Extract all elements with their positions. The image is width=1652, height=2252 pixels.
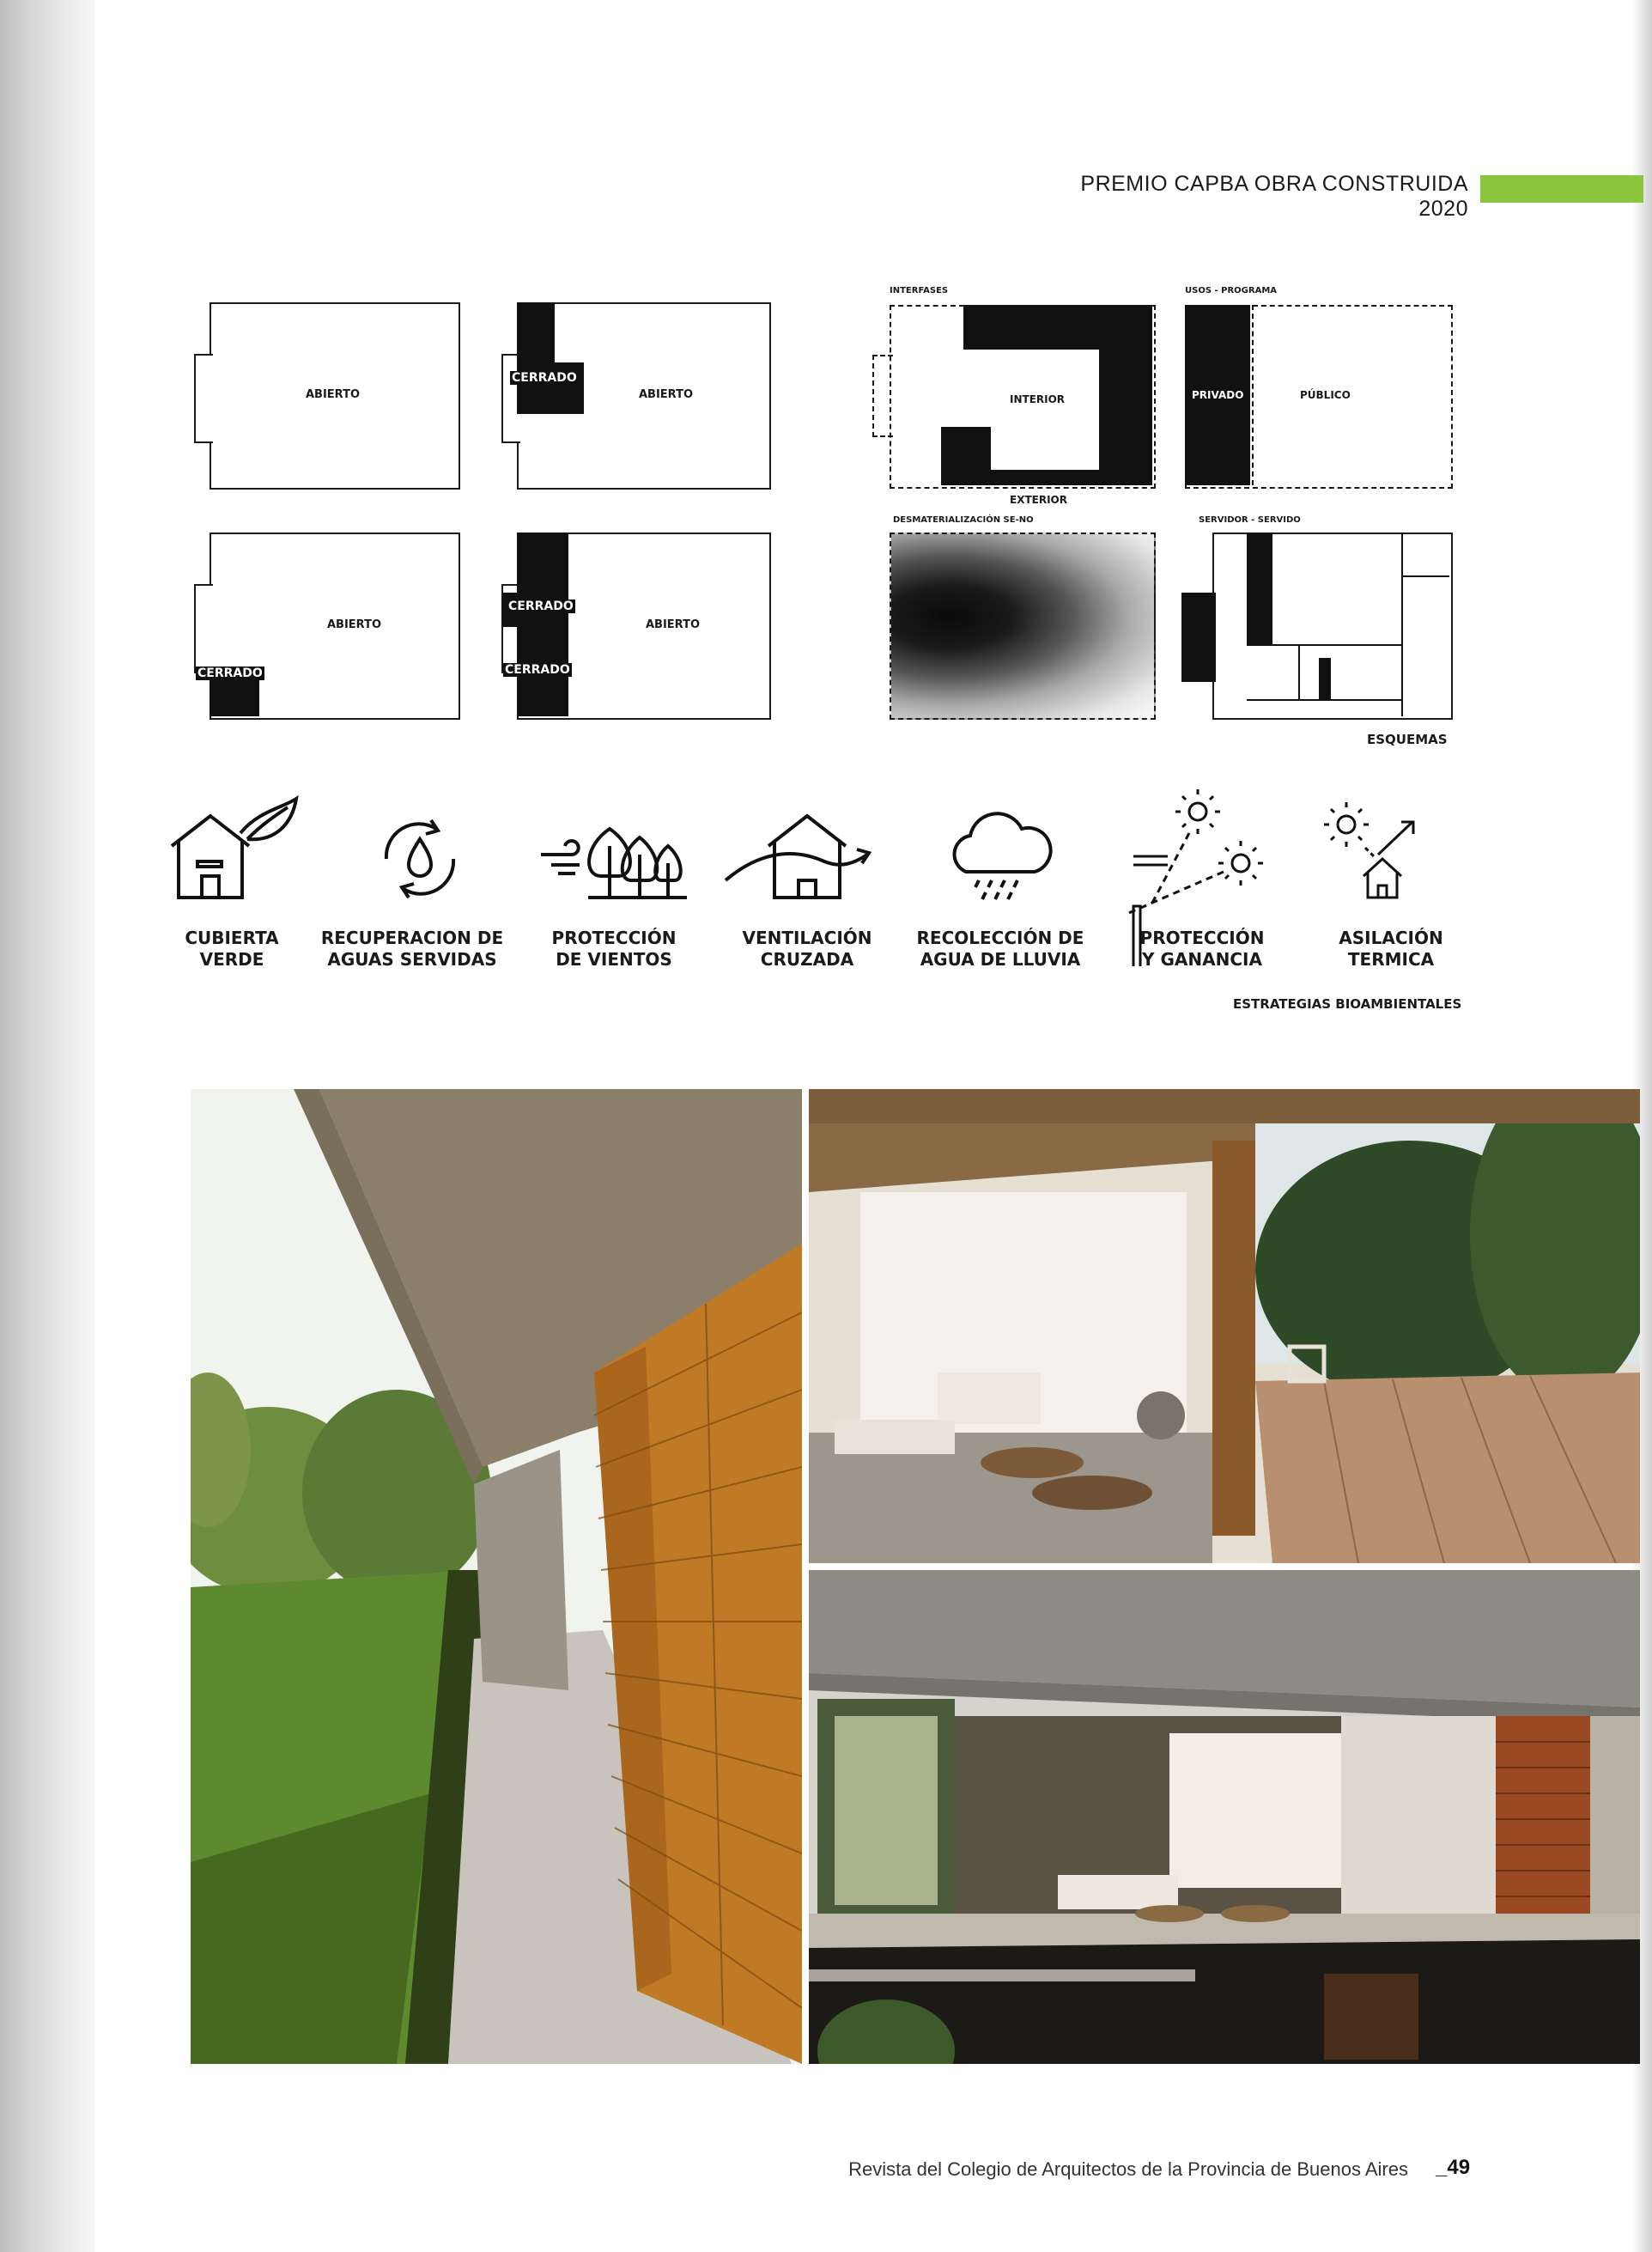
scheme-label-publico: PÚBLICO (1300, 389, 1351, 401)
plan-diagram-closed-open-1 (501, 302, 776, 491)
wind-trees-icon (532, 794, 695, 906)
strategy-label: RECOLECCIÓN DE AGUA DE LLUVIA (916, 928, 1084, 970)
plan-label-closed: CERRADO (512, 371, 577, 385)
strategy-label: RECUPERACION DE AGUAS SERVIDAS (320, 928, 504, 970)
plan-diagram-open-1 (194, 302, 460, 491)
scheme-caption: INTERFASES (890, 286, 949, 295)
plan-label-open: ABIERTO (646, 618, 701, 631)
photo-terrace-deck (809, 1089, 1640, 1563)
footer-publication: Revista del Colegio de Arquitectos de la Provincia de Buenos Aires (848, 2158, 1408, 2180)
strategy-label: CUBIERTA VERDE (185, 928, 279, 970)
scheme-label-exterior: EXTERIOR (1010, 494, 1067, 506)
accent-bar (1480, 175, 1643, 203)
scheme-desmaterializacion (872, 515, 1156, 721)
strategy-label: PROTECCIÓN DE VIENTOS (551, 928, 677, 970)
thermal-insulation-icon (1305, 786, 1468, 898)
plan-label-closed: CERRADO (197, 666, 263, 680)
scheme-caption: SERVIDOR - SERVIDO (1199, 515, 1301, 525)
plan-label-open: ABIERTO (306, 388, 361, 401)
strategy-label: ASILACIÓN TERMICA (1339, 928, 1443, 970)
schemes-caption: ESQUEMAS (1367, 732, 1448, 747)
scheme-label-privado: PRIVADO (1192, 389, 1244, 401)
strategy-label: VENTILACIÓN CRUZADA (742, 928, 872, 970)
section-title: PREMIO CAPBA OBRA CONSTRUIDA 2020 (1080, 172, 1468, 221)
strategies-caption: ESTRATEGIAS BIOAMBIENTALES (1233, 996, 1462, 1012)
strategy-label: PROTECCIÓN Y GANANCIA (1139, 928, 1265, 970)
scheme-servidor-servido (1181, 515, 1456, 721)
plan-label-closed-top: CERRADO (508, 600, 574, 613)
photo-exterior-gallery (191, 1089, 802, 2064)
scheme-usos-programa (1181, 286, 1456, 509)
cross-ventilation-icon (721, 794, 884, 906)
photo-house-pool (809, 1570, 1640, 2064)
plan-label-closed-bottom: CERRADO (505, 663, 570, 677)
scheme-caption: DESMATERIALIZACIÓN SE-NO (893, 515, 1034, 525)
water-recycle-icon (335, 794, 498, 906)
page-number: _49 (1436, 2156, 1471, 2179)
green-roof-house-icon (146, 794, 309, 906)
scheme-label-interior: INTERIOR (1010, 393, 1066, 405)
plan-diagram-closed-open-2 (501, 533, 776, 721)
rain-cloud-icon (919, 794, 1082, 906)
scheme-caption: USOS - PROGRAMA (1185, 286, 1278, 295)
scheme-interfases (872, 286, 1156, 509)
plan-label-open: ABIERTO (327, 618, 382, 631)
plan-diagram-open-2 (194, 533, 460, 721)
plan-label-open: ABIERTO (639, 388, 694, 401)
page-gutter-shadow (0, 0, 94, 2252)
